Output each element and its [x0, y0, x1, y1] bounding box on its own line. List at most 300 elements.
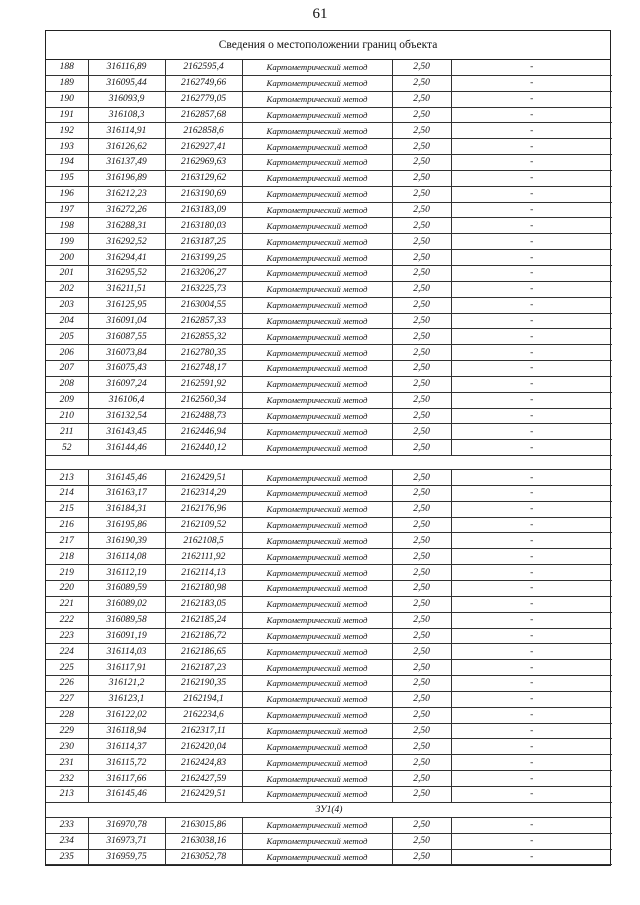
point-number-cell: 218 [46, 549, 88, 565]
point-number-cell: 213 [46, 786, 88, 802]
table-row [46, 91, 612, 107]
table-row [46, 440, 612, 456]
description-cell: - [451, 786, 612, 802]
table-row [46, 817, 612, 833]
accuracy-cell: 2,50 [392, 786, 451, 802]
point-number-cell: 204 [46, 313, 88, 329]
x-coordinate-cell: 316145,46 [88, 786, 165, 802]
description-cell: - [451, 817, 612, 833]
point-number-cell: 201 [46, 265, 88, 281]
x-coordinate-cell: 316087,55 [88, 329, 165, 345]
description-cell: - [451, 392, 612, 408]
table-row [46, 644, 612, 660]
accuracy-cell: 2,50 [392, 297, 451, 313]
point-number-cell: 213 [46, 470, 88, 486]
accuracy-cell: 2,50 [392, 470, 451, 486]
description-cell: - [451, 123, 612, 139]
x-coordinate-cell: 316118,94 [88, 723, 165, 739]
y-coordinate-cell: 2163129,62 [165, 170, 242, 186]
accuracy-cell: 2,50 [392, 107, 451, 123]
point-number-cell: 194 [46, 155, 88, 171]
method-cell: Картометрический метод [242, 691, 392, 707]
table-row [46, 755, 612, 771]
accuracy-cell: 2,50 [392, 485, 451, 501]
method-cell: Картометрический метод [242, 313, 392, 329]
method-cell: Картометрический метод [242, 849, 392, 865]
description-cell: - [451, 517, 612, 533]
x-coordinate-cell: 316093,9 [88, 91, 165, 107]
accuracy-cell: 2,50 [392, 234, 451, 250]
accuracy-cell: 2,50 [392, 612, 451, 628]
accuracy-cell: 2,50 [392, 281, 451, 297]
point-number-cell: 227 [46, 691, 88, 707]
y-coordinate-cell: 2163225,73 [165, 281, 242, 297]
description-cell: - [451, 660, 612, 676]
description-cell: - [451, 265, 612, 281]
y-coordinate-cell: 2162108,5 [165, 533, 242, 549]
point-number-cell: 200 [46, 250, 88, 266]
method-cell: Картометрический метод [242, 470, 392, 486]
method-cell: Картометрический метод [242, 297, 392, 313]
x-coordinate-cell: 316132,54 [88, 408, 165, 424]
table-row [46, 786, 612, 802]
method-cell: Картометрический метод [242, 549, 392, 565]
accuracy-cell: 2,50 [392, 202, 451, 218]
section-label-row [46, 802, 612, 817]
table-row [46, 771, 612, 787]
accuracy-cell: 2,50 [392, 739, 451, 755]
accuracy-cell: 2,50 [392, 628, 451, 644]
description-cell: - [451, 297, 612, 313]
table-row [46, 75, 612, 91]
point-number-cell: 221 [46, 596, 88, 612]
table-row [46, 297, 612, 313]
y-coordinate-cell: 2162748,17 [165, 361, 242, 377]
point-number-cell: 191 [46, 107, 88, 123]
y-coordinate-cell: 2162858,6 [165, 123, 242, 139]
accuracy-cell: 2,50 [392, 91, 451, 107]
description-cell: - [451, 440, 612, 456]
point-number-cell: 205 [46, 329, 88, 345]
point-number-cell: 216 [46, 517, 88, 533]
x-coordinate-cell: 316126,62 [88, 139, 165, 155]
method-cell: Картометрический метод [242, 660, 392, 676]
accuracy-cell: 2,50 [392, 345, 451, 361]
method-cell: Картометрический метод [242, 565, 392, 581]
description-cell: - [451, 60, 612, 75]
x-coordinate-cell: 316106,4 [88, 392, 165, 408]
point-number-cell: 197 [46, 202, 88, 218]
table-row [46, 581, 612, 597]
accuracy-cell: 2,50 [392, 755, 451, 771]
table-row [46, 170, 612, 186]
y-coordinate-cell: 2162429,51 [165, 470, 242, 486]
point-number-cell: 193 [46, 139, 88, 155]
description-cell: - [451, 533, 612, 549]
table-row [46, 408, 612, 424]
x-coordinate-cell: 316294,41 [88, 250, 165, 266]
point-number-cell: 198 [46, 218, 88, 234]
description-cell: - [451, 361, 612, 377]
x-coordinate-cell: 316143,45 [88, 424, 165, 440]
x-coordinate-cell: 316292,52 [88, 234, 165, 250]
accuracy-cell: 2,50 [392, 376, 451, 392]
y-coordinate-cell: 2162111,92 [165, 549, 242, 565]
point-number-cell: 233 [46, 817, 88, 833]
point-number-cell: 222 [46, 612, 88, 628]
description-cell: - [451, 565, 612, 581]
x-coordinate-cell: 316295,52 [88, 265, 165, 281]
table-row [46, 596, 612, 612]
accuracy-cell: 2,50 [392, 329, 451, 345]
table-row [46, 265, 612, 281]
accuracy-cell: 2,50 [392, 833, 451, 849]
table-row [46, 739, 612, 755]
y-coordinate-cell: 2162857,33 [165, 313, 242, 329]
point-number-cell: 220 [46, 581, 88, 597]
method-cell: Картометрический метод [242, 155, 392, 171]
point-number-cell: 192 [46, 123, 88, 139]
boundary-table-sheet [45, 30, 611, 866]
x-coordinate-cell: 316075,43 [88, 361, 165, 377]
description-cell: - [451, 707, 612, 723]
description-cell: - [451, 281, 612, 297]
description-cell: - [451, 691, 612, 707]
method-cell: Картометрический метод [242, 392, 392, 408]
x-coordinate-cell: 316973,71 [88, 833, 165, 849]
accuracy-cell: 2,50 [392, 771, 451, 787]
accuracy-cell: 2,50 [392, 313, 451, 329]
table-row [46, 628, 612, 644]
group-separator [46, 456, 612, 470]
point-number-cell: 229 [46, 723, 88, 739]
accuracy-cell: 2,50 [392, 408, 451, 424]
x-coordinate-cell: 316073,84 [88, 345, 165, 361]
y-coordinate-cell: 2162187,23 [165, 660, 242, 676]
page-number: 61 [312, 6, 328, 22]
y-coordinate-cell: 2162186,65 [165, 644, 242, 660]
method-cell: Картометрический метод [242, 628, 392, 644]
x-coordinate-cell: 316970,78 [88, 817, 165, 833]
accuracy-cell: 2,50 [392, 139, 451, 155]
description-cell: - [451, 771, 612, 787]
accuracy-cell: 2,50 [392, 440, 451, 456]
method-cell: Картометрический метод [242, 596, 392, 612]
x-coordinate-cell: 316117,91 [88, 660, 165, 676]
y-coordinate-cell: 2162857,68 [165, 107, 242, 123]
method-cell: Картометрический метод [242, 250, 392, 266]
x-coordinate-cell: 316116,89 [88, 60, 165, 75]
method-cell: Картометрический метод [242, 485, 392, 501]
method-cell: Картометрический метод [242, 376, 392, 392]
method-cell: Картометрический метод [242, 739, 392, 755]
method-cell: Картометрический метод [242, 361, 392, 377]
method-cell: Картометрический метод [242, 170, 392, 186]
y-coordinate-cell: 2163187,25 [165, 234, 242, 250]
accuracy-cell: 2,50 [392, 501, 451, 517]
method-cell: Картометрический метод [242, 612, 392, 628]
method-cell: Картометрический метод [242, 786, 392, 802]
y-coordinate-cell: 2162969,63 [165, 155, 242, 171]
group-separator-row [46, 456, 612, 470]
table-row [46, 501, 612, 517]
method-cell: Картометрический метод [242, 91, 392, 107]
point-number-cell: 226 [46, 676, 88, 692]
accuracy-cell: 2,50 [392, 361, 451, 377]
accuracy-cell: 2,50 [392, 123, 451, 139]
method-cell: Картометрический метод [242, 281, 392, 297]
table-row [46, 313, 612, 329]
method-cell: Картометрический метод [242, 123, 392, 139]
method-cell: Картометрический метод [242, 755, 392, 771]
description-cell: - [451, 676, 612, 692]
y-coordinate-cell: 2162429,51 [165, 786, 242, 802]
method-cell: Картометрический метод [242, 723, 392, 739]
description-cell: - [451, 313, 612, 329]
point-number-cell: 223 [46, 628, 88, 644]
table-row [46, 470, 612, 486]
point-number-cell: 190 [46, 91, 88, 107]
description-cell: - [451, 485, 612, 501]
y-coordinate-cell: 2163015,86 [165, 817, 242, 833]
point-number-cell: 224 [46, 644, 88, 660]
x-coordinate-cell: 316089,58 [88, 612, 165, 628]
accuracy-cell: 2,50 [392, 424, 451, 440]
x-coordinate-cell: 316959,75 [88, 849, 165, 865]
y-coordinate-cell: 2162183,05 [165, 596, 242, 612]
method-cell: Картометрический метод [242, 440, 392, 456]
method-cell: Картометрический метод [242, 676, 392, 692]
description-cell: - [451, 849, 612, 865]
accuracy-cell: 2,50 [392, 186, 451, 202]
accuracy-cell: 2,50 [392, 644, 451, 660]
description-cell: - [451, 139, 612, 155]
accuracy-cell: 2,50 [392, 250, 451, 266]
accuracy-cell: 2,50 [392, 660, 451, 676]
x-coordinate-cell: 316196,89 [88, 170, 165, 186]
x-coordinate-cell: 316184,31 [88, 501, 165, 517]
table-row [46, 250, 612, 266]
coordinates-table-body [46, 60, 612, 865]
x-coordinate-cell: 316144,46 [88, 440, 165, 456]
method-cell: Картометрический метод [242, 107, 392, 123]
table-row [46, 424, 612, 440]
method-cell: Картометрический метод [242, 771, 392, 787]
description-cell: - [451, 170, 612, 186]
point-number-cell: 203 [46, 297, 88, 313]
table-row [46, 723, 612, 739]
accuracy-cell: 2,50 [392, 170, 451, 186]
method-cell: Картометрический метод [242, 707, 392, 723]
point-number-cell: 234 [46, 833, 88, 849]
description-cell: - [451, 376, 612, 392]
point-number-cell: 217 [46, 533, 88, 549]
description-cell: - [451, 234, 612, 250]
description-cell: - [451, 75, 612, 91]
x-coordinate-cell: 316212,23 [88, 186, 165, 202]
point-number-cell: 225 [46, 660, 88, 676]
description-cell: - [451, 612, 612, 628]
table-row [46, 549, 612, 565]
y-coordinate-cell: 2162424,83 [165, 755, 242, 771]
description-cell: - [451, 155, 612, 171]
x-coordinate-cell: 316114,03 [88, 644, 165, 660]
point-number-cell: 189 [46, 75, 88, 91]
table-row [46, 186, 612, 202]
method-cell: Картометрический метод [242, 234, 392, 250]
method-cell: Картометрический метод [242, 424, 392, 440]
accuracy-cell: 2,50 [392, 60, 451, 75]
table-row [46, 234, 612, 250]
y-coordinate-cell: 2162440,12 [165, 440, 242, 456]
table-title: Сведения о местоположении границ объекта [46, 31, 610, 60]
x-coordinate-cell: 316122,02 [88, 707, 165, 723]
x-coordinate-cell: 316114,91 [88, 123, 165, 139]
accuracy-cell: 2,50 [392, 723, 451, 739]
point-number-cell: 219 [46, 565, 88, 581]
description-cell: - [451, 723, 612, 739]
table-row [46, 60, 612, 75]
description-cell: - [451, 628, 612, 644]
x-coordinate-cell: 316272,26 [88, 202, 165, 218]
y-coordinate-cell: 2162314,29 [165, 485, 242, 501]
description-cell: - [451, 345, 612, 361]
description-cell: - [451, 501, 612, 517]
accuracy-cell: 2,50 [392, 517, 451, 533]
point-number-cell: 209 [46, 392, 88, 408]
x-coordinate-cell: 316089,59 [88, 581, 165, 597]
table-row [46, 218, 612, 234]
accuracy-cell: 2,50 [392, 691, 451, 707]
x-coordinate-cell: 316123,1 [88, 691, 165, 707]
table-row [46, 612, 612, 628]
point-number-cell: 196 [46, 186, 88, 202]
point-number-cell: 230 [46, 739, 88, 755]
y-coordinate-cell: 2162176,96 [165, 501, 242, 517]
y-coordinate-cell: 2162194,1 [165, 691, 242, 707]
accuracy-cell: 2,50 [392, 549, 451, 565]
method-cell: Картометрический метод [242, 75, 392, 91]
accuracy-cell: 2,50 [392, 596, 451, 612]
point-number-cell: 210 [46, 408, 88, 424]
description-cell: - [451, 549, 612, 565]
y-coordinate-cell: 2162927,41 [165, 139, 242, 155]
description-cell: - [451, 739, 612, 755]
y-coordinate-cell: 2162109,52 [165, 517, 242, 533]
y-coordinate-cell: 2163180,03 [165, 218, 242, 234]
accuracy-cell: 2,50 [392, 849, 451, 865]
table-row [46, 123, 612, 139]
method-cell: Картометрический метод [242, 265, 392, 281]
y-coordinate-cell: 2162180,98 [165, 581, 242, 597]
x-coordinate-cell: 316211,51 [88, 281, 165, 297]
table-row [46, 281, 612, 297]
accuracy-cell: 2,50 [392, 707, 451, 723]
x-coordinate-cell: 316112,19 [88, 565, 165, 581]
point-number-cell: 202 [46, 281, 88, 297]
table-row [46, 849, 612, 865]
y-coordinate-cell: 2162234,6 [165, 707, 242, 723]
point-number-cell: 231 [46, 755, 88, 771]
table-row [46, 707, 612, 723]
y-coordinate-cell: 2162114,13 [165, 565, 242, 581]
x-coordinate-cell: 316108,3 [88, 107, 165, 123]
point-number-cell: 206 [46, 345, 88, 361]
method-cell: Картометрический метод [242, 501, 392, 517]
point-number-cell: 199 [46, 234, 88, 250]
point-number-cell: 208 [46, 376, 88, 392]
x-coordinate-cell: 316091,19 [88, 628, 165, 644]
accuracy-cell: 2,50 [392, 265, 451, 281]
x-coordinate-cell: 316114,08 [88, 549, 165, 565]
description-cell: - [451, 833, 612, 849]
x-coordinate-cell: 316145,46 [88, 470, 165, 486]
y-coordinate-cell: 2163199,25 [165, 250, 242, 266]
x-coordinate-cell: 316163,17 [88, 485, 165, 501]
x-coordinate-cell: 316125,95 [88, 297, 165, 313]
method-cell: Картометрический метод [242, 329, 392, 345]
table-row [46, 202, 612, 218]
table-row [46, 533, 612, 549]
accuracy-cell: 2,50 [392, 581, 451, 597]
table-row [46, 329, 612, 345]
method-cell: Картометрический метод [242, 345, 392, 361]
coordinates-table [46, 60, 612, 865]
description-cell: - [451, 470, 612, 486]
description-cell: - [451, 424, 612, 440]
x-coordinate-cell: 316117,66 [88, 771, 165, 787]
table-row [46, 392, 612, 408]
x-coordinate-cell: 316121,2 [88, 676, 165, 692]
table-row [46, 155, 612, 171]
y-coordinate-cell: 2162185,24 [165, 612, 242, 628]
y-coordinate-cell: 2163038,16 [165, 833, 242, 849]
accuracy-cell: 2,50 [392, 533, 451, 549]
point-number-cell: 228 [46, 707, 88, 723]
y-coordinate-cell: 2162591,92 [165, 376, 242, 392]
description-cell: - [451, 596, 612, 612]
method-cell: Картометрический метод [242, 60, 392, 75]
description-cell: - [451, 107, 612, 123]
method-cell: Картометрический метод [242, 139, 392, 155]
table-row [46, 517, 612, 533]
point-number-cell: 232 [46, 771, 88, 787]
y-coordinate-cell: 2162186,72 [165, 628, 242, 644]
x-coordinate-cell: 316137,49 [88, 155, 165, 171]
description-cell: - [451, 250, 612, 266]
y-coordinate-cell: 2162420,04 [165, 739, 242, 755]
accuracy-cell: 2,50 [392, 218, 451, 234]
method-cell: Картометрический метод [242, 186, 392, 202]
point-number-cell: 207 [46, 361, 88, 377]
y-coordinate-cell: 2162780,35 [165, 345, 242, 361]
x-coordinate-cell: 316288,31 [88, 218, 165, 234]
x-coordinate-cell: 316095,44 [88, 75, 165, 91]
description-cell: - [451, 202, 612, 218]
y-coordinate-cell: 2162855,32 [165, 329, 242, 345]
y-coordinate-cell: 2162427,59 [165, 771, 242, 787]
accuracy-cell: 2,50 [392, 676, 451, 692]
point-number-cell: 211 [46, 424, 88, 440]
table-row [46, 833, 612, 849]
y-coordinate-cell: 2163183,09 [165, 202, 242, 218]
method-cell: Картометрический метод [242, 581, 392, 597]
y-coordinate-cell: 2162190,35 [165, 676, 242, 692]
method-cell: Картометрический метод [242, 202, 392, 218]
description-cell: - [451, 644, 612, 660]
method-cell: Картометрический метод [242, 817, 392, 833]
method-cell: Картометрический метод [242, 517, 392, 533]
